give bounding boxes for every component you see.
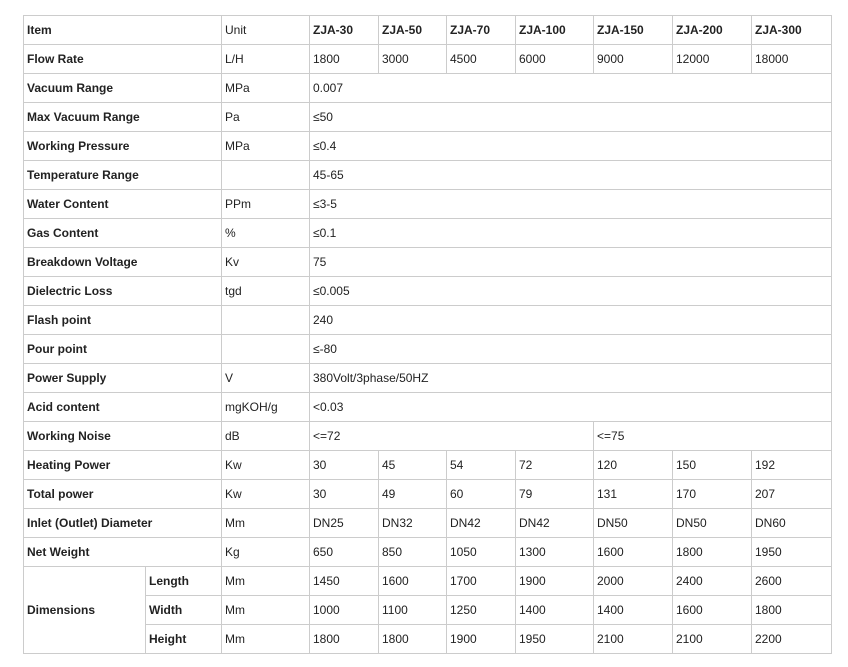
- row-working-pressure: [24, 132, 832, 161]
- cell: 1400: [516, 596, 594, 625]
- header-model: ZJA-70: [447, 16, 516, 45]
- cell: 72: [516, 451, 594, 480]
- cell: DN42: [516, 509, 594, 538]
- row-dimensions-length: [24, 567, 832, 596]
- dimensions-label: Dimensions: [24, 567, 146, 654]
- cell: 54: [447, 451, 516, 480]
- header-model: ZJA-300: [752, 16, 832, 45]
- header-item: Item: [24, 16, 222, 45]
- cell: 850: [379, 538, 447, 567]
- cell: DN32: [379, 509, 447, 538]
- cell: 1300: [516, 538, 594, 567]
- row-unit: Kv: [222, 248, 310, 277]
- cell: 1800: [673, 538, 752, 567]
- row-unit: MPa: [222, 74, 310, 103]
- cell: 1450: [310, 567, 379, 596]
- cell: 1900: [516, 567, 594, 596]
- cell: 192: [752, 451, 832, 480]
- cell: 120: [594, 451, 673, 480]
- header-model: ZJA-50: [379, 16, 447, 45]
- row-unit: Kg: [222, 538, 310, 567]
- cell: 1600: [594, 538, 673, 567]
- cell: 60: [447, 480, 516, 509]
- cell: ≤0.005: [310, 277, 832, 306]
- row-label: Dielectric Loss: [24, 277, 222, 306]
- cell: DN25: [310, 509, 379, 538]
- row-unit: dB: [222, 422, 310, 451]
- cell: 12000: [673, 45, 752, 74]
- row-unit: L/H: [222, 45, 310, 74]
- row-working-noise: [24, 422, 832, 451]
- spec-table: [23, 15, 832, 654]
- cell: 2100: [673, 625, 752, 654]
- row-unit: PPm: [222, 190, 310, 219]
- cell: 170: [673, 480, 752, 509]
- row-label: Water Content: [24, 190, 222, 219]
- row-power-supply: [24, 364, 832, 393]
- cell: 45: [379, 451, 447, 480]
- row-unit: Mm: [222, 509, 310, 538]
- cell: 18000: [752, 45, 832, 74]
- cell: 1100: [379, 596, 447, 625]
- cell: 1000: [310, 596, 379, 625]
- row-unit: [222, 306, 310, 335]
- row-dimensions-width: [24, 596, 832, 625]
- cell: ≤0.4: [310, 132, 832, 161]
- row-flow-rate: [24, 45, 832, 74]
- row-label: Total power: [24, 480, 222, 509]
- row-label: Vacuum Range: [24, 74, 222, 103]
- row-label: Heating Power: [24, 451, 222, 480]
- cell: 380Volt/3phase/50HZ: [310, 364, 832, 393]
- cell: 6000: [516, 45, 594, 74]
- header-model: ZJA-30: [310, 16, 379, 45]
- cell: 650: [310, 538, 379, 567]
- cell: 79: [516, 480, 594, 509]
- cell: 1250: [447, 596, 516, 625]
- row-total-power: [24, 480, 832, 509]
- cell: 131: [594, 480, 673, 509]
- row-label: Breakdown Voltage: [24, 248, 222, 277]
- row-unit: Mm: [222, 596, 310, 625]
- header-model: ZJA-200: [673, 16, 752, 45]
- cell: 0.007: [310, 74, 832, 103]
- row-label: Working Noise: [24, 422, 222, 451]
- row-unit: tgd: [222, 277, 310, 306]
- cell: <0.03: [310, 393, 832, 422]
- row-vacuum-range: [24, 74, 832, 103]
- cell: 30: [310, 480, 379, 509]
- cell: ≤0.1: [310, 219, 832, 248]
- row-dimensions-height: [24, 625, 832, 654]
- sub-label-width: Width: [146, 596, 222, 625]
- cell: 1600: [673, 596, 752, 625]
- cell: 3000: [379, 45, 447, 74]
- row-unit: [222, 161, 310, 190]
- cell: 1900: [447, 625, 516, 654]
- cell: 1950: [516, 625, 594, 654]
- header-unit: Unit: [222, 16, 310, 45]
- row-temperature-range: [24, 161, 832, 190]
- cell: <=72: [310, 422, 594, 451]
- row-label: Flow Rate: [24, 45, 222, 74]
- row-breakdown-voltage: [24, 248, 832, 277]
- row-unit: mgKOH/g: [222, 393, 310, 422]
- cell: 2600: [752, 567, 832, 596]
- row-label: Net Weight: [24, 538, 222, 567]
- row-label: Working Pressure: [24, 132, 222, 161]
- cell: 2000: [594, 567, 673, 596]
- cell: <=75: [594, 422, 832, 451]
- cell: 1400: [594, 596, 673, 625]
- cell: DN60: [752, 509, 832, 538]
- cell: 150: [673, 451, 752, 480]
- cell: 1800: [310, 45, 379, 74]
- cell: DN50: [594, 509, 673, 538]
- row-label: Max Vacuum Range: [24, 103, 222, 132]
- row-dielectric-loss: [24, 277, 832, 306]
- cell: 1800: [752, 596, 832, 625]
- header-model: ZJA-100: [516, 16, 594, 45]
- row-inlet-diameter: [24, 509, 832, 538]
- cell: ≤3-5: [310, 190, 832, 219]
- cell: 4500: [447, 45, 516, 74]
- cell: ≤50: [310, 103, 832, 132]
- row-label: Gas Content: [24, 219, 222, 248]
- cell: 1600: [379, 567, 447, 596]
- cell: 207: [752, 480, 832, 509]
- row-unit: Pa: [222, 103, 310, 132]
- cell: 1700: [447, 567, 516, 596]
- row-max-vacuum-range: [24, 103, 832, 132]
- cell: 45-65: [310, 161, 832, 190]
- row-flash-point: [24, 306, 832, 335]
- cell: 75: [310, 248, 832, 277]
- row-label: Power Supply: [24, 364, 222, 393]
- cell: DN42: [447, 509, 516, 538]
- row-label: Acid content: [24, 393, 222, 422]
- row-unit: MPa: [222, 132, 310, 161]
- cell: 1800: [379, 625, 447, 654]
- cell: 2200: [752, 625, 832, 654]
- row-label: Flash point: [24, 306, 222, 335]
- cell: 9000: [594, 45, 673, 74]
- header-model: ZJA-150: [594, 16, 673, 45]
- row-pour-point: [24, 335, 832, 364]
- cell: 240: [310, 306, 832, 335]
- cell: 1950: [752, 538, 832, 567]
- sub-label-height: Height: [146, 625, 222, 654]
- cell: DN50: [673, 509, 752, 538]
- row-unit: %: [222, 219, 310, 248]
- cell: 2100: [594, 625, 673, 654]
- row-unit: Kw: [222, 451, 310, 480]
- cell: 49: [379, 480, 447, 509]
- sub-label-length: Length: [146, 567, 222, 596]
- row-acid-content: [24, 393, 832, 422]
- row-label: Pour point: [24, 335, 222, 364]
- cell: 30: [310, 451, 379, 480]
- row-label: Temperature Range: [24, 161, 222, 190]
- cell: 1050: [447, 538, 516, 567]
- row-label: Inlet (Outlet) Diameter: [24, 509, 222, 538]
- row-unit: [222, 335, 310, 364]
- row-water-content: [24, 190, 832, 219]
- row-unit: Kw: [222, 480, 310, 509]
- cell: 1800: [310, 625, 379, 654]
- cell: 2400: [673, 567, 752, 596]
- cell: ≤-80: [310, 335, 832, 364]
- row-gas-content: [24, 219, 832, 248]
- row-unit: V: [222, 364, 310, 393]
- row-unit: Mm: [222, 567, 310, 596]
- row-heating-power: [24, 451, 832, 480]
- row-unit: Mm: [222, 625, 310, 654]
- row-net-weight: [24, 538, 832, 567]
- header-row: [24, 16, 832, 45]
